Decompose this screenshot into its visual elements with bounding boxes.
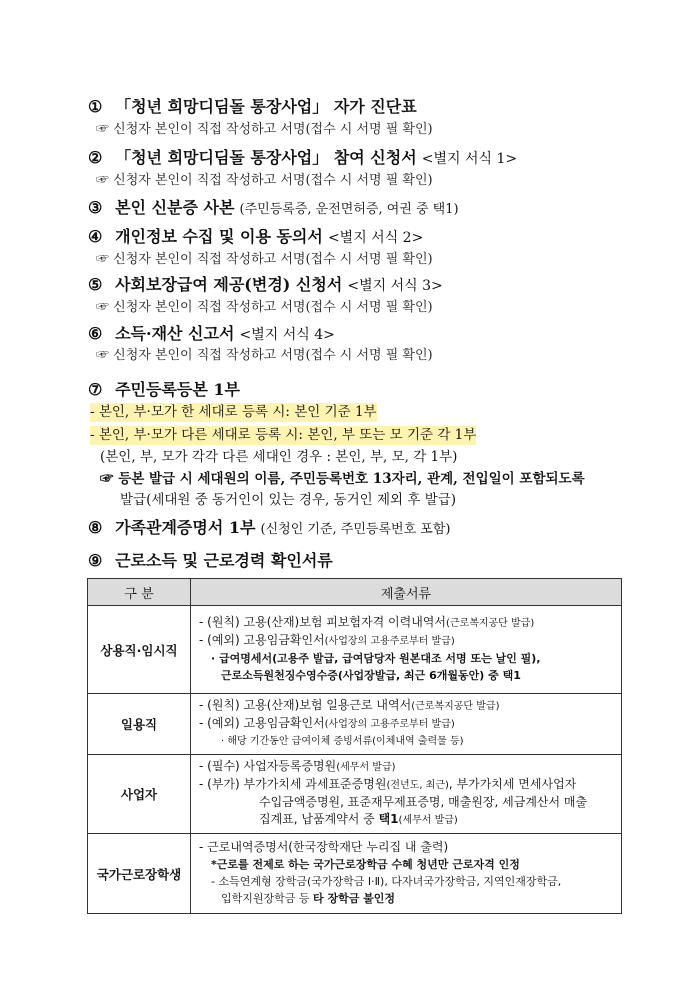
item-title-text: 근로소득 및 근로경력 확인서류 <box>115 551 333 570</box>
item-7-title <box>88 380 240 400</box>
item-title-text: 「청년 희망디딤돌 통장사업」 참여 신청서 <box>115 148 417 167</box>
item-6-note: ☞ 신청자 본인이 직접 작성하고 서명(접수 시 서명 필 확인) <box>96 348 433 363</box>
item-7-bullet-3: (본인, 부, 모가 각각 다른 세대인 경우 : 본인, 부, 모, 각 1부) <box>100 449 458 465</box>
item-number: ① <box>88 97 103 116</box>
item-title-text: 「청년 희망디딤돌 통장사업」 자가 진단표 <box>115 97 417 116</box>
item-number: ② <box>88 148 103 167</box>
item-6-title <box>88 324 335 345</box>
doc-subline: · 해당 기간동안 급여이체 증빙서류(이체내역 출력물 등) <box>221 736 464 747</box>
item-title-text: 개인정보 수집 및 이용 동의서 <box>115 227 323 246</box>
doc-subline: - 소득연계형 장학금(국가장학금 Ⅰ·Ⅱ), 다자녀국가장학금, 지역인재장학금, <box>211 875 562 888</box>
doc-line: - 근로내역증명서(한국장학재단 누리집 내 출력) <box>199 840 449 854</box>
doc-subline: · 급여명세서(고용주 발급, 급여담당자 원본대조 서명 또는 날인 필), <box>211 652 541 665</box>
table-row <box>88 834 622 914</box>
row-category: 상용직·임시직 <box>88 606 191 694</box>
item-2-note: ☞ 신청자 본인이 직접 작성하고 서명(접수 시 서명 필 확인) <box>96 173 433 188</box>
item-title-text: 주민등록등본 1부 <box>115 380 240 399</box>
item-5-title <box>88 275 443 296</box>
doc-text: - (원칙) 고용(산재)보험 피보험자격 이력내역서 <box>199 615 446 629</box>
doc-line <box>199 632 615 650</box>
item-4-note: ☞ 신청자 본인이 직접 작성하고 서명(접수 시 서명 필 확인) <box>96 252 433 267</box>
doc-source: (세무서 발급) <box>336 762 396 773</box>
item-title-text: 본인 신분증 사본 <box>115 198 235 217</box>
documents-table <box>87 578 622 914</box>
item-4-title <box>88 227 423 248</box>
doc-text: 집계표, 납품계약서 중 <box>259 812 379 826</box>
doc-source: (사업장의 고용주로부터 발급) <box>324 719 455 730</box>
doc-emphasis: 택1 <box>378 812 399 826</box>
item-number: ④ <box>88 227 103 246</box>
row-documents <box>191 755 622 834</box>
row-documents <box>191 834 622 914</box>
doc-text: - (예외) 고용임금확인서 <box>199 633 325 647</box>
doc-source: (전년도, 최근) <box>386 780 449 791</box>
table-row <box>88 694 622 755</box>
row-category: 국가근로장학생 <box>88 834 191 914</box>
item-2-title <box>88 148 517 169</box>
doc-line: 수입금액증명원, 표준재무제표증명, 매출원장, 세금계산서 매출 <box>259 795 588 809</box>
row-documents <box>191 694 622 755</box>
doc-text: - (원칙) 고용(산재)보험 일용근로 내역서 <box>199 698 412 712</box>
doc-line <box>199 758 615 776</box>
table-header-row <box>88 579 622 606</box>
item-number: ⑦ <box>88 380 103 399</box>
doc-line <box>199 811 615 829</box>
item-number: ⑥ <box>88 324 103 343</box>
item-title-text: 가족관계증명서 1부 <box>115 518 256 537</box>
row-documents <box>191 606 622 694</box>
header-category: 구 분 <box>88 579 191 606</box>
doc-text: - (부가) 부가가치세 과세표준증명원 <box>199 777 387 791</box>
item-7-bullet-1: - 본인, 부·모가 한 세대로 등록 시: 본인 기준 1부 <box>90 404 377 420</box>
form-reference: <별지 서식 2> <box>327 230 424 246</box>
doc-subline <box>199 890 615 907</box>
item-3-title <box>88 198 459 220</box>
doc-line <box>199 614 615 632</box>
doc-text: , 부가가치세 면세사업자 <box>448 777 577 791</box>
table-row <box>88 606 622 694</box>
doc-text: 입학지원장학금 등 <box>221 892 314 905</box>
item-title-text: 소득·재산 신고서 <box>115 324 235 343</box>
doc-emphasis: 타 장학금 불인정 <box>313 892 396 905</box>
item-7-note-a: ☞ 등본 발급 시 세대원의 이름, 주민등록번호 13자리, 관계, 전입일이 포함되도록 <box>100 471 585 487</box>
doc-source: (근로복지공단 발급) <box>411 701 500 712</box>
item-5-note: ☞ 신청자 본인이 직접 작성하고 서명(접수 시 서명 필 확인) <box>96 300 433 315</box>
doc-line <box>199 715 615 733</box>
item-number: ⑤ <box>88 275 103 294</box>
item-1-note: ☞ 신청자 본인이 직접 작성하고 서명(접수 시 서명 필 확인) <box>96 122 433 137</box>
doc-line <box>199 697 615 715</box>
item-extra: (신청인 기준, 주민등록번호 포함) <box>260 522 451 537</box>
doc-text: - (필수) 사업자등록증명원 <box>199 759 337 773</box>
doc-source: (근로복지공단 발급) <box>445 618 535 629</box>
doc-subline: *근로를 전제로 하는 국가근로장학금 수혜 청년만 근로자격 인정 <box>211 858 520 871</box>
doc-source: (세무서 발급) <box>398 815 458 826</box>
row-category: 일용직 <box>88 694 191 755</box>
item-number: ③ <box>88 198 103 217</box>
item-number: ⑧ <box>88 518 103 537</box>
form-reference: <별지 서식 4> <box>239 327 335 343</box>
form-reference: <별지 서식 1> <box>421 151 518 167</box>
item-7-bullet-2: - 본인, 부·모가 다른 세대로 등록 시: 본인, 부 또는 모 기준 각 1부 <box>90 427 477 443</box>
item-7-note-b: 발급(세대원 중 동거인이 있는 경우, 동거인 제외 후 발급) <box>120 492 457 508</box>
doc-line <box>199 776 615 794</box>
item-extra: (주민등록증, 운전면허증, 여권 중 택1) <box>239 202 459 217</box>
form-reference: <별지 서식 3> <box>347 278 443 294</box>
row-category: 사업자 <box>88 755 191 834</box>
doc-source: (사업장의 고용주로부터 발급) <box>324 636 455 647</box>
item-9-title <box>88 551 333 571</box>
item-8-title <box>88 518 450 540</box>
item-title-text: 사회보장급여 제공(변경) 신청서 <box>115 275 343 294</box>
doc-subline: 근로소득원천징수영수증(사업장발급, 최근 6개월동안) 중 택1 <box>221 669 521 682</box>
header-documents: 제출서류 <box>191 579 622 606</box>
doc-text: - (예외) 고용임금확인서 <box>199 716 325 730</box>
item-1-title <box>88 97 417 117</box>
table-row <box>88 755 622 834</box>
item-number: ⑨ <box>88 551 103 570</box>
